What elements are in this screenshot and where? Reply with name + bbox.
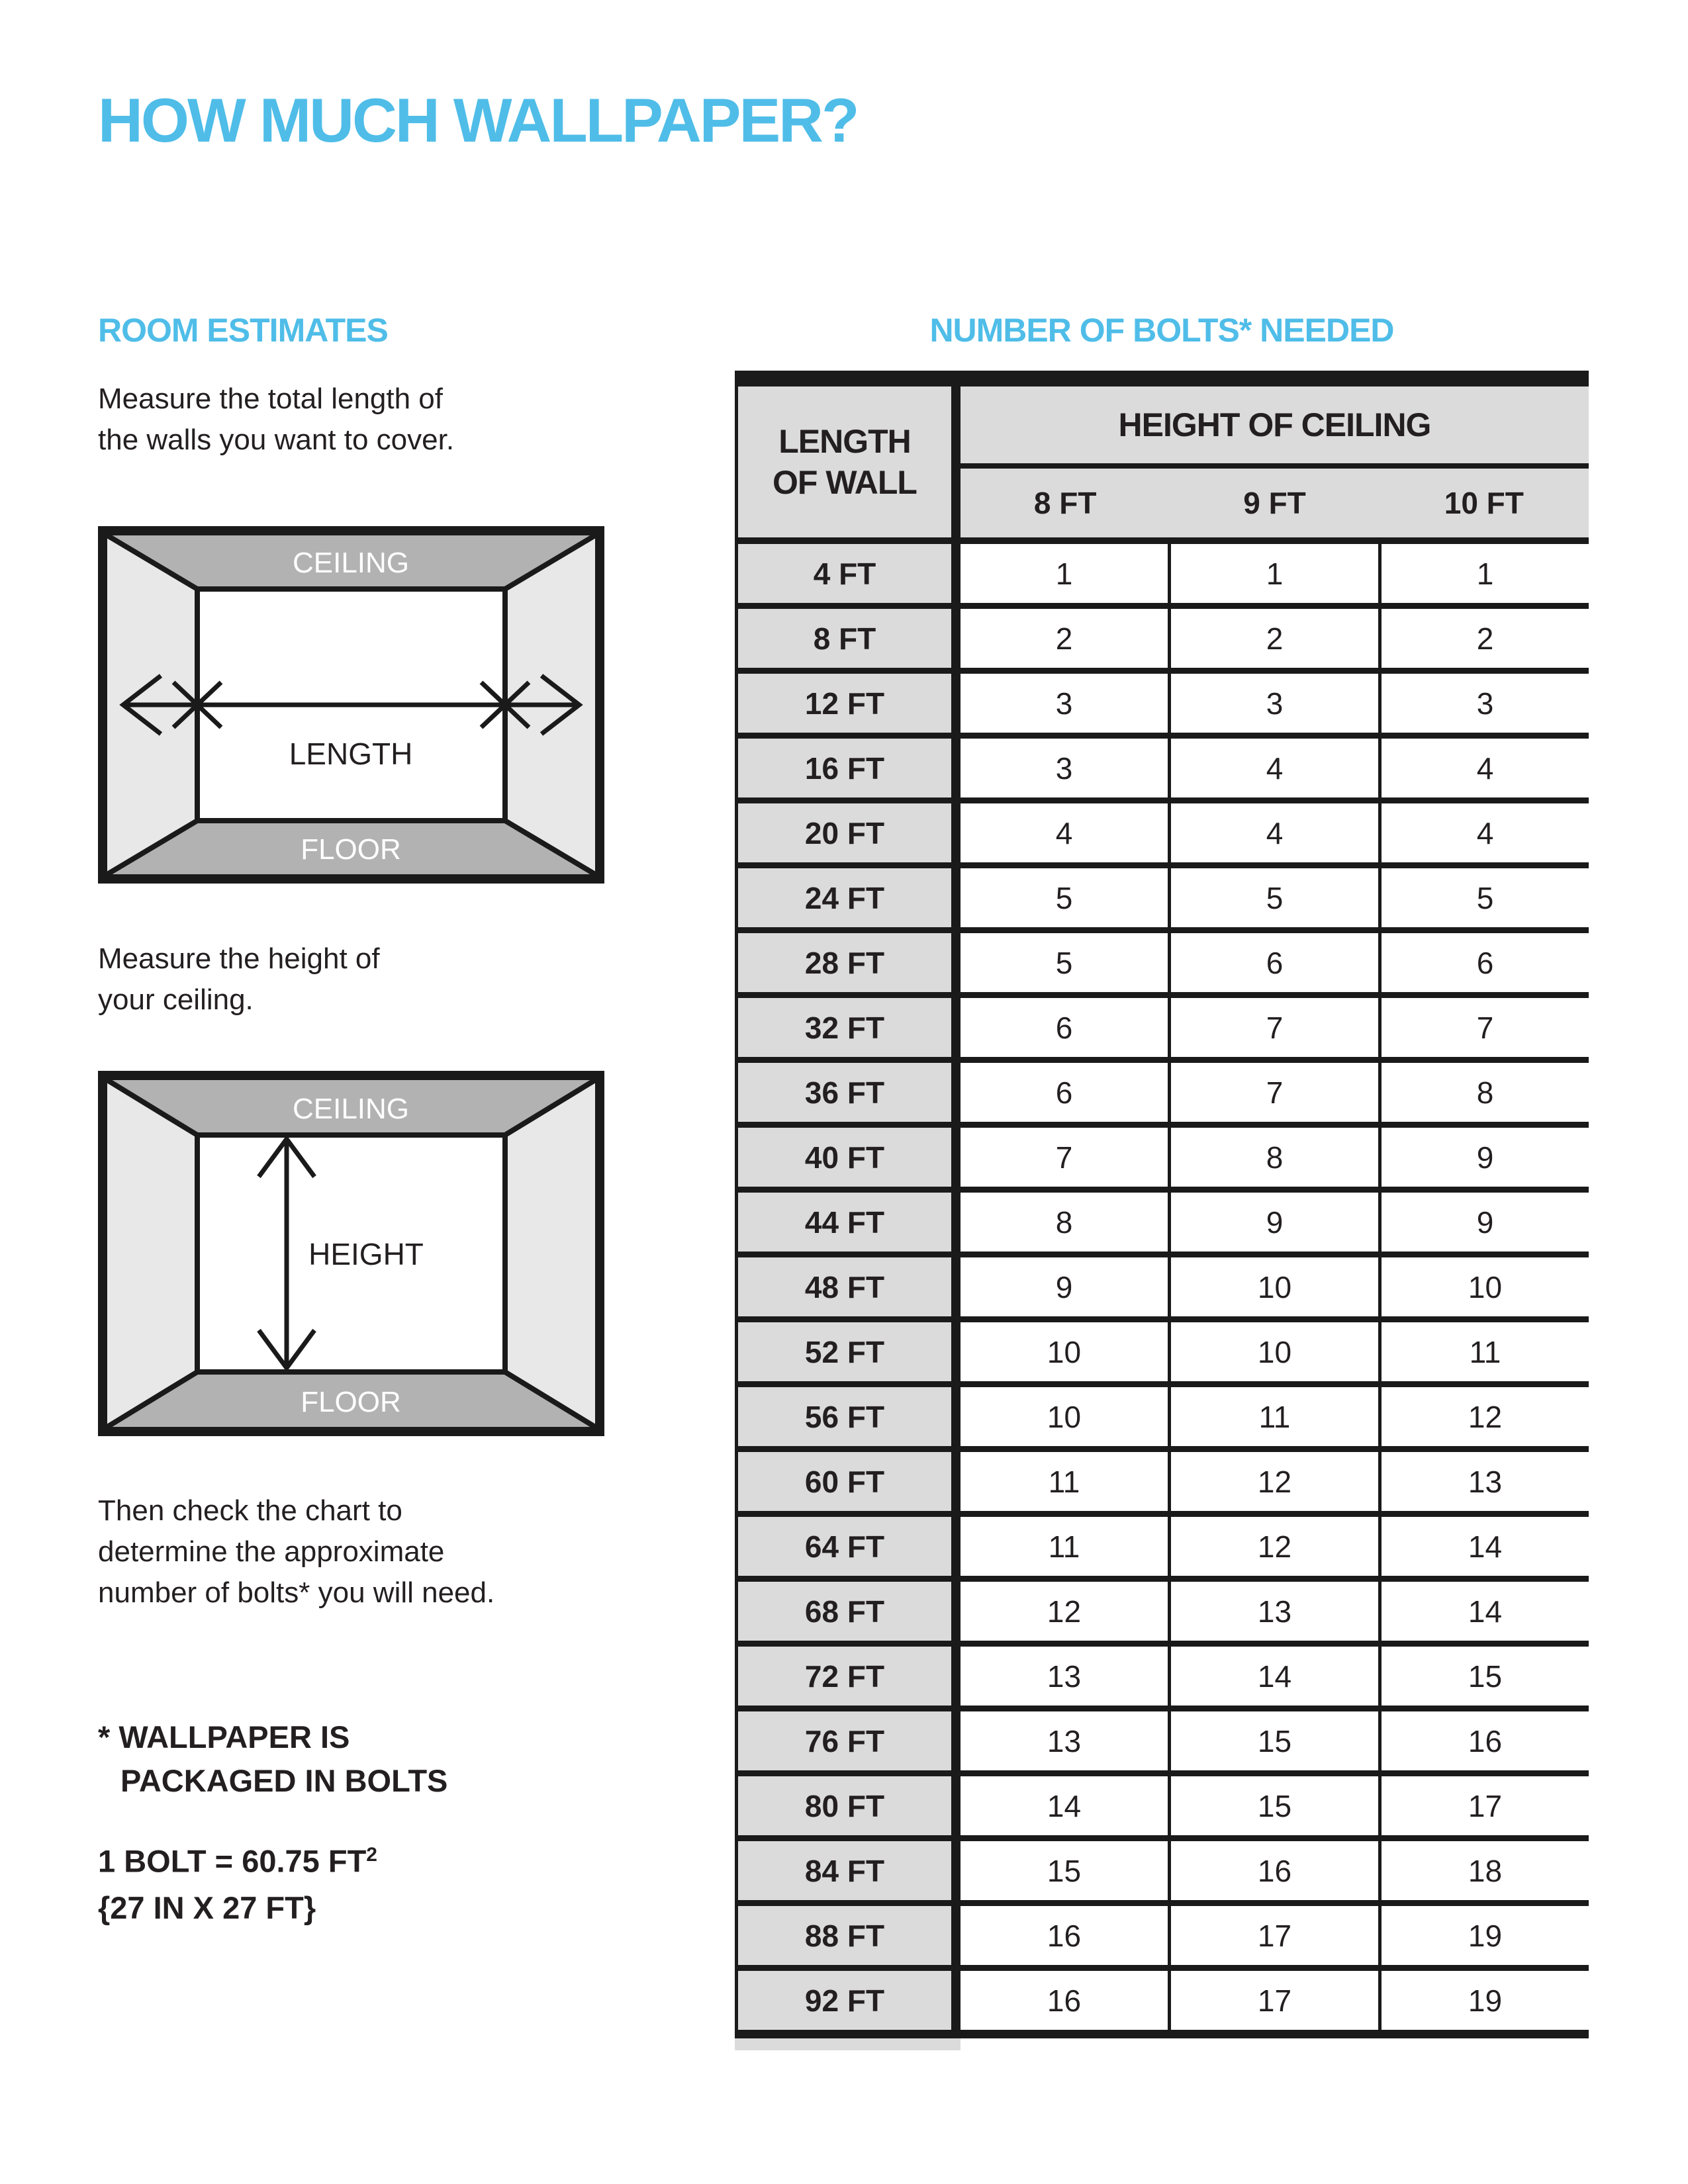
table-row	[735, 1193, 1589, 1257]
table-row	[735, 1387, 1589, 1452]
row-label: 16 FT	[738, 739, 961, 797]
bolts-footnote	[98, 1715, 447, 1803]
value-cell: 2	[1378, 609, 1589, 668]
value-cell: 14	[1378, 1517, 1589, 1576]
value-cell: 13	[961, 1711, 1168, 1770]
row-label: 80 FT	[738, 1776, 961, 1835]
value-cell: 12	[1378, 1387, 1589, 1446]
row-label: 76 FT	[738, 1711, 961, 1770]
value-cell: 5	[1378, 868, 1589, 927]
bolt-equation-superscript: 2	[366, 1844, 377, 1866]
bolts-needed-heading: NUMBER OF BOLTS* NEEDED	[929, 312, 1394, 349]
right-wall-panel	[505, 1080, 595, 1427]
instruction-line: the walls you want to cover.	[98, 424, 455, 456]
value-cell: 5	[961, 868, 1168, 927]
value-cell: 3	[961, 739, 1168, 797]
row-label: 8 FT	[738, 609, 961, 668]
table-row	[735, 1257, 1589, 1322]
value-cell: 10	[961, 1322, 1168, 1381]
value-cell: 12	[1168, 1452, 1378, 1511]
bolt-equation-text: 1 BOLT = 60.75 FT	[98, 1843, 367, 1879]
value-cell: 10	[1168, 1257, 1378, 1316]
value-cell: 3	[1378, 674, 1589, 733]
value-cell: 13	[1378, 1452, 1589, 1511]
ceiling-height-header-group	[961, 387, 1589, 537]
table-row	[735, 1711, 1589, 1776]
value-cell: 14	[961, 1776, 1168, 1835]
row-label: 72 FT	[738, 1647, 961, 1706]
value-cell: 2	[961, 609, 1168, 668]
value-cell: 1	[1378, 544, 1589, 603]
value-cell: 10	[1378, 1257, 1589, 1316]
table-row	[735, 609, 1589, 674]
value-cell: 17	[1168, 1971, 1378, 2030]
instruction-measure-length	[98, 379, 454, 461]
instruction-check-chart	[98, 1490, 494, 1614]
value-cell: 11	[961, 1517, 1168, 1576]
table-top-rule	[735, 371, 1589, 387]
room-estimates-heading: ROOM ESTIMATES	[98, 312, 388, 349]
table-row	[735, 544, 1589, 609]
value-cell: 1	[961, 544, 1168, 603]
header-divider-rule	[961, 463, 1589, 469]
value-cell: 15	[1168, 1711, 1378, 1770]
height-label: HEIGHT	[308, 1237, 424, 1271]
row-label: 68 FT	[738, 1582, 961, 1641]
row-label: 24 FT	[738, 868, 961, 927]
table-header	[735, 387, 1589, 537]
table-row	[735, 868, 1589, 933]
value-cell: 7	[961, 1128, 1168, 1187]
value-cell: 8	[1168, 1128, 1378, 1187]
column-header-10ft: 10 FT	[1444, 486, 1524, 520]
ceiling-label: CEILING	[292, 1093, 410, 1125]
instruction-line: determine the approximate	[98, 1535, 445, 1568]
page-title: HOW MUCH WALLPAPER?	[98, 85, 858, 155]
floor-label: FLOOR	[301, 833, 401, 866]
room-length-diagram	[98, 526, 604, 887]
instruction-line: Then check the chart to	[98, 1494, 402, 1527]
value-cell: 11	[961, 1452, 1168, 1511]
row-label: 12 FT	[738, 674, 961, 733]
bolt-size-info	[98, 1832, 377, 1931]
table-row	[735, 1128, 1589, 1193]
value-cell: 10	[1168, 1322, 1378, 1381]
value-cell: 7	[1168, 998, 1378, 1057]
instruction-line: Measure the height of	[98, 942, 380, 975]
value-cell: 3	[961, 674, 1168, 733]
column-header-8ft: 8 FT	[1033, 486, 1097, 520]
room-length-diagram-svg	[98, 526, 604, 884]
row-label: 4 FT	[738, 544, 961, 603]
value-cell: 17	[1378, 1776, 1589, 1835]
row-label: 52 FT	[738, 1322, 961, 1381]
length-label: LENGTH	[289, 737, 413, 771]
ceiling-label: CEILING	[292, 547, 410, 579]
table-row	[735, 933, 1589, 998]
value-cell: 11	[1378, 1322, 1589, 1381]
table-body	[735, 544, 1589, 2038]
value-cell: 10	[961, 1387, 1168, 1446]
value-cell: 6	[961, 998, 1168, 1057]
row-label: 44 FT	[738, 1193, 961, 1251]
row-label: 40 FT	[738, 1128, 961, 1187]
length-of-wall-header	[738, 387, 961, 537]
bolt-dimensions: {27 IN X 27 FT}	[98, 1889, 316, 1925]
floor-label: FLOOR	[301, 1386, 401, 1418]
value-cell: 15	[961, 1841, 1168, 1900]
value-cell: 4	[1168, 739, 1378, 797]
value-cell: 4	[961, 803, 1168, 862]
value-cell: 14	[1168, 1647, 1378, 1706]
value-cell: 18	[1378, 1841, 1589, 1900]
table-row	[735, 1063, 1589, 1128]
value-cell: 16	[1378, 1711, 1589, 1770]
value-cell: 11	[1168, 1387, 1378, 1446]
row-label: 92 FT	[738, 1971, 961, 2030]
value-cell: 17	[1168, 1906, 1378, 1965]
instruction-line: Measure the total length of	[98, 383, 443, 415]
value-cell: 13	[961, 1647, 1168, 1706]
value-cell: 12	[961, 1582, 1168, 1641]
value-cell: 15	[1168, 1776, 1378, 1835]
instruction-line: number of bolts* you will need.	[98, 1576, 495, 1609]
value-cell: 19	[1378, 1971, 1589, 2030]
value-cell: 16	[961, 1906, 1168, 1965]
value-cell: 16	[1168, 1841, 1378, 1900]
value-cell: 4	[1168, 803, 1378, 862]
value-cell: 9	[961, 1257, 1168, 1316]
value-cell: 8	[1378, 1063, 1589, 1122]
corner-label-line: OF WALL	[773, 464, 917, 501]
value-cell: 15	[1378, 1647, 1589, 1706]
row-label: 48 FT	[738, 1257, 961, 1316]
table-row	[735, 1776, 1589, 1841]
value-cell: 5	[961, 933, 1168, 992]
value-cell: 4	[1378, 803, 1589, 862]
table-row	[735, 739, 1589, 803]
row-label: 32 FT	[738, 998, 961, 1057]
table-row	[735, 1452, 1589, 1517]
header-bottom-rule	[735, 537, 1589, 544]
value-cell: 14	[1378, 1582, 1589, 1641]
table-row	[735, 1906, 1589, 1971]
value-cell: 3	[1168, 674, 1378, 733]
height-of-ceiling-header: HEIGHT OF CEILING	[961, 387, 1589, 463]
column-header-9ft: 9 FT	[1243, 486, 1306, 520]
table-row	[735, 1841, 1589, 1906]
value-cell: 9	[1378, 1128, 1589, 1187]
value-cell: 7	[1378, 998, 1589, 1057]
bolt-equation	[98, 1832, 377, 1885]
instruction-measure-height	[98, 938, 380, 1021]
left-wall-panel	[107, 1080, 197, 1427]
column-headers-row	[961, 469, 1589, 537]
footnote-line: * WALLPAPER IS	[98, 1719, 350, 1754]
room-height-diagram	[98, 1071, 604, 1439]
instruction-line: your ceiling.	[98, 983, 254, 1016]
value-cell: 12	[1168, 1517, 1378, 1576]
footnote-line: PACKAGED IN BOLTS	[120, 1763, 448, 1798]
value-cell: 2	[1168, 609, 1378, 668]
table-row	[735, 1517, 1589, 1582]
corner-label-line: LENGTH	[778, 423, 911, 460]
row-label: 88 FT	[738, 1906, 961, 1965]
table-row	[735, 803, 1589, 868]
value-cell: 7	[1168, 1063, 1378, 1122]
table-row	[735, 674, 1589, 739]
table-row	[735, 1971, 1589, 2038]
value-cell: 19	[1378, 1906, 1589, 1965]
row-label: 36 FT	[738, 1063, 961, 1122]
value-cell: 9	[1378, 1193, 1589, 1251]
row-label: 64 FT	[738, 1517, 961, 1576]
value-cell: 8	[961, 1193, 1168, 1251]
table-row	[735, 1647, 1589, 1711]
value-cell: 13	[1168, 1582, 1378, 1641]
table-row	[735, 998, 1589, 1063]
value-cell: 6	[1378, 933, 1589, 992]
table-row	[735, 1322, 1589, 1387]
table-row	[735, 1582, 1589, 1647]
label-column-tail	[735, 2038, 961, 2050]
value-cell: 6	[961, 1063, 1168, 1122]
value-cell: 1	[1168, 544, 1378, 603]
row-label: 84 FT	[738, 1841, 961, 1900]
row-label: 28 FT	[738, 933, 961, 992]
value-cell: 16	[961, 1971, 1168, 2030]
value-cell: 6	[1168, 933, 1378, 992]
row-label: 56 FT	[738, 1387, 961, 1446]
value-cell: 9	[1168, 1193, 1378, 1251]
row-label: 20 FT	[738, 803, 961, 862]
row-label: 60 FT	[738, 1452, 961, 1511]
value-cell: 4	[1378, 739, 1589, 797]
bolts-table	[735, 371, 1589, 2050]
value-cell: 5	[1168, 868, 1378, 927]
room-height-diagram-svg	[98, 1071, 604, 1436]
